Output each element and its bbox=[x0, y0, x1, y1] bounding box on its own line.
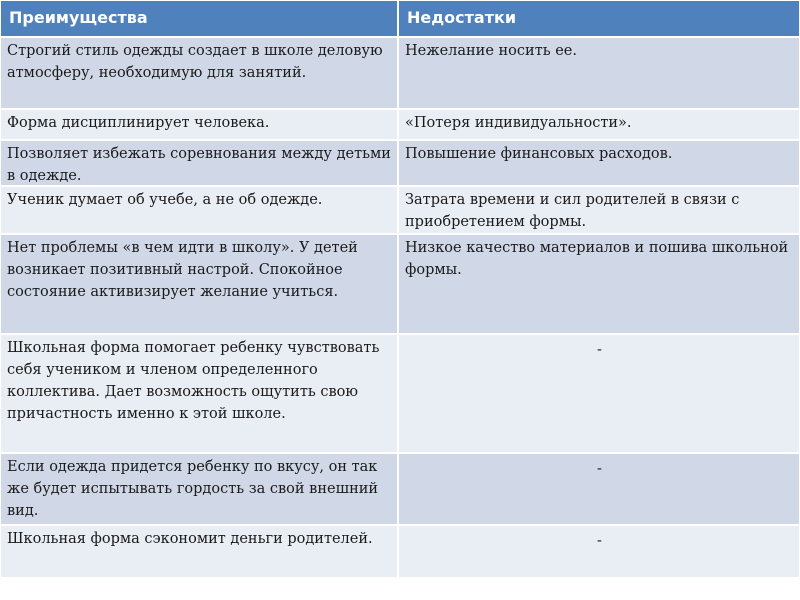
advantage-cell: Если одежда придется ребенку по вкусу, он так же будет испытывать гордость за свой внешний вид. bbox=[1, 454, 399, 526]
advantage-cell: Школьная форма сэкономит деньги родителей. bbox=[1, 526, 399, 579]
disadvantage-cell: Низкое качество материалов и пошива школьной формы. bbox=[399, 235, 799, 335]
disadvantage-cell: «Потеря индивидуальности». bbox=[399, 110, 799, 141]
advantage-cell: Школьная форма помогает ребенку чувствовать себя учеником и членом определенного коллектива. Дает возможность ощутить свою причастность именно к этой школе. bbox=[1, 335, 399, 454]
disadvantage-cell: Нежелание носить ее. bbox=[399, 38, 799, 110]
pros-cons-table bbox=[1, 1, 799, 599]
advantage-cell: Нет проблемы «в чем идти в школу». У детей возникает позитивный настрой. Спокойное состояние активизирует желание учиться. bbox=[1, 235, 399, 335]
disadvantage-cell: Повышение финансовых расходов. bbox=[399, 141, 799, 187]
disadvantage-cell: - bbox=[399, 335, 799, 454]
header-disadvantages: Недостатки bbox=[399, 1, 799, 38]
advantage-cell: Ученик думает об учебе, а не об одежде. bbox=[1, 187, 399, 235]
advantage-cell: Позволяет избежать соревнования между детьми в одежде. bbox=[1, 141, 399, 187]
advantage-cell: Строгий стиль одежды создает в школе деловую атмосферу, необходимую для занятий. bbox=[1, 38, 399, 110]
disadvantage-cell: - bbox=[399, 526, 799, 579]
header-advantages: Преимущества bbox=[1, 1, 399, 38]
disadvantage-cell: - bbox=[399, 454, 799, 526]
advantage-cell: Форма дисциплинирует человека. bbox=[1, 110, 399, 141]
disadvantage-cell: Затрата времени и сил родителей в связи с приобретением формы. bbox=[399, 187, 799, 235]
